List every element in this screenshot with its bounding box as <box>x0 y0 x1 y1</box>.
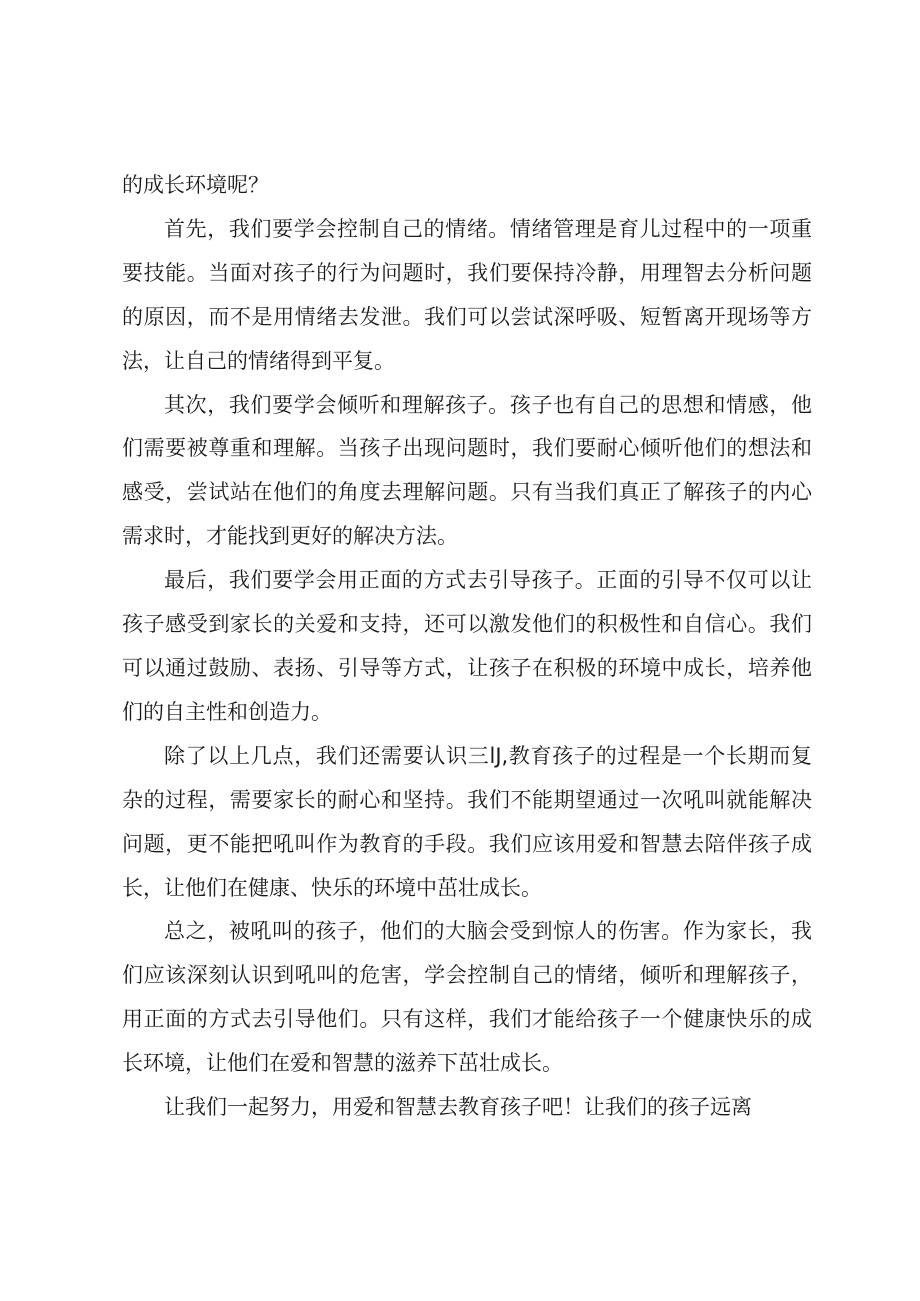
paragraph: 让我们一起努力，用爱和智慧去教育孩子吧！让我们的孩子远离 <box>164 1095 752 1120</box>
paragraph: 总之，被吼叫的孩子，他们的大脑会受到惊人的伤害。作为家长，我们应该深刻认识到吼叫的危害，学会控制自己的情绪，倾听和理解孩子，用正面的方式去引导他们。只有这样，我们才能给孩子一个健康快乐的成长环境，让他们在爱和智慧的滋养下茁壮成长。 <box>122 919 812 1076</box>
paragraph: 其次，我们要学会倾听和理解孩子。孩子也有自己的思想和情感，他们需要被尊重和理解。当孩子出现问题时，我们要耐心倾听他们的想法和感受，尝试站在他们的角度去理解问题。只有当我们真正了解孩子的内心需求时，才能找到更好的解决方法。 <box>122 392 812 549</box>
paragraph: 最后，我们要学会用正面的方式去引导孩子。正面的引导不仅可以让孩子感受到家长的关爱和支持，还可以激发他们的积极性和自信心。我们可以通过鼓励、表扬、引导等方式，让孩子在积极的环境中成长，培养他们的自主性和创造力。 <box>122 568 812 724</box>
paragraph: 首先，我们要学会控制自己的情绪。情绪管理是育儿过程中的一项重要技能。当面对孩子的行为问题时，我们要保持冷静，用理智去分析问题的原因，而不是用情绪去发泄。我们可以尝试深呼吸、短暂离开现场等方法，让自己的情绪得到平复。 <box>122 216 812 373</box>
paragraph-continuation: 的成长环境呢？ <box>122 173 269 197</box>
document-body <box>122 164 812 1130</box>
paragraph: 除了以上几点，我们还需要认识三lJ,教育孩子的过程是一个长期而复杂的过程，需要家长的耐心和坚持。我们不能期望通过一次吼叫就能解决问题，更不能把吼叫作为教育的手段。我们应该用爱和智慧去陪伴孩子成长，让他们在健康、快乐的环境中茁壮成长。 <box>122 743 812 900</box>
